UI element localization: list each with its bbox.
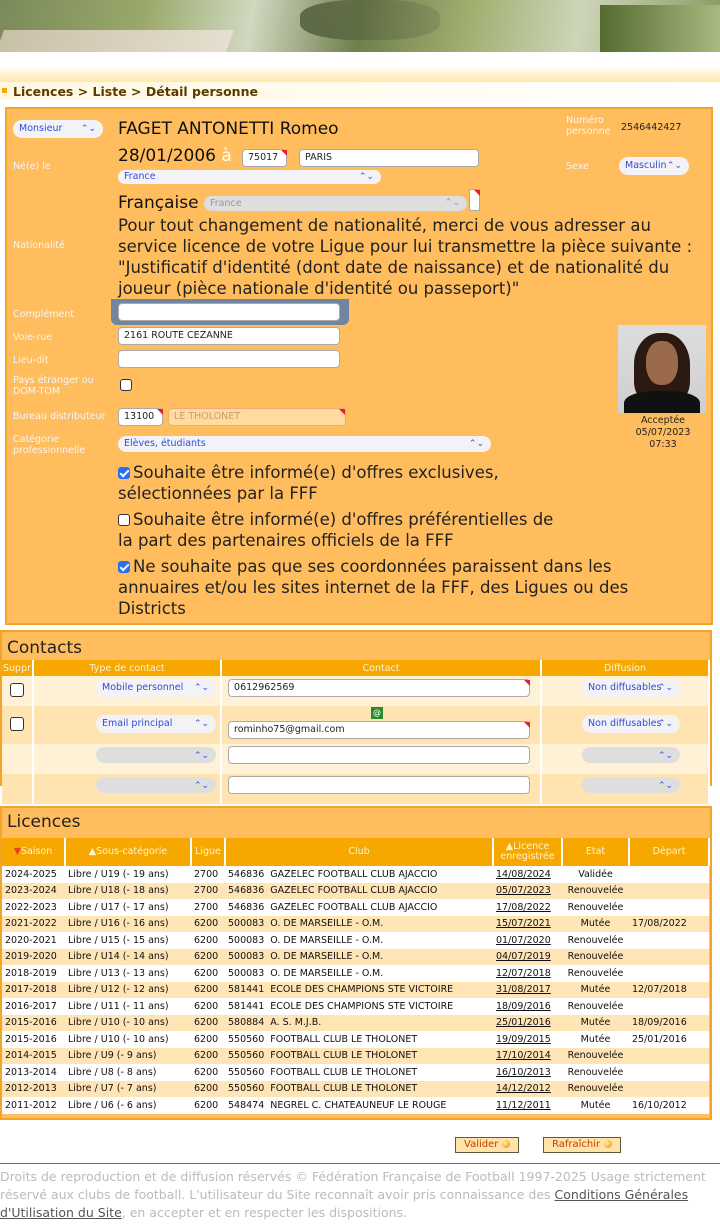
required-marker — [474, 190, 480, 196]
person-panel — [5, 107, 713, 625]
col-etat[interactable]: Etat — [562, 838, 629, 866]
chevron-updown-icon: ⌃⌄ — [657, 683, 674, 693]
club-cell: 550560 FOOTBALL CLUB LE THOLONET — [225, 1031, 493, 1048]
orange-dot-icon — [604, 1140, 612, 1148]
ligue-cell: 6200 — [191, 1048, 225, 1065]
etat-cell: Renouvelée — [562, 883, 629, 900]
nationality-label: Nationalité — [13, 240, 65, 251]
licence-row — [2, 1097, 709, 1114]
contact-type-select[interactable]: Email principal ⌃⌄ — [96, 715, 216, 733]
sous-categorie-cell: Libre / U19 (- 19 ans) — [65, 866, 191, 883]
birth-postcode-input[interactable]: 75017 — [242, 149, 287, 167]
ligue-cell: 6200 — [191, 916, 225, 933]
contact-value-input[interactable]: 0612962569 — [228, 679, 530, 697]
saison-cell: 2012-2013 — [2, 1081, 65, 1098]
ligue-cell: 6200 — [191, 1064, 225, 1081]
depart-cell — [629, 1064, 709, 1081]
etat-cell: Renouvelée — [562, 949, 629, 966]
lieudit-label: Lieu-dit — [13, 355, 49, 366]
col-diffusion: Diffusion — [541, 660, 709, 676]
licences-title: Licences — [7, 812, 81, 832]
option-exclusive: Souhaite être informé(e) d'offres exclusives, sélectionnées par la FFF — [118, 463, 499, 503]
ligue-cell: 6200 — [191, 1097, 225, 1114]
suppr-checkbox[interactable] — [10, 683, 24, 697]
etat-cell: Renouvelée — [562, 1081, 629, 1098]
saison-cell: 2021-2022 — [2, 916, 65, 933]
licence-row — [2, 1064, 709, 1081]
depart-cell — [629, 949, 709, 966]
col-club[interactable]: Club — [225, 838, 493, 866]
bureau-city-input[interactable]: LE THOLONET — [168, 408, 346, 426]
col-licence[interactable]: ▲Licence enregistrée — [493, 838, 562, 866]
etat-cell: Renouvelée — [562, 1048, 629, 1065]
breadcrumb — [0, 82, 720, 100]
sous-categorie-cell: Libre / U6 (- 6 ans) — [65, 1097, 191, 1114]
contacts-panel — [0, 630, 712, 791]
contact-row-empty — [2, 774, 709, 804]
contact-type-select[interactable] — [96, 747, 216, 763]
required-marker — [524, 680, 530, 686]
club-cell: 500083 O. DE MARSEILLE - O.M. — [225, 916, 493, 933]
lieudit-input[interactable] — [118, 350, 340, 368]
club-cell: 581441 ECOLE DES CHAMPIONS STE VICTOIRE — [225, 998, 493, 1015]
complement-label: Complément — [13, 309, 75, 320]
licence-row — [2, 965, 709, 982]
nationality-note: Pour tout changement de nationalité, merci de vous adresser au service licence de votre Ligue pour lui transmettre la pièce suivante : "Justificatif d'identité (dont date de naissance) et de nationalité du joueur (pièce nationale d'identité ou passeport)" — [118, 216, 693, 298]
saison-cell: 2011-2012 — [2, 1097, 65, 1114]
depart-cell: 18/09/2016 — [629, 1015, 709, 1032]
licence-row — [2, 998, 709, 1015]
ligue-cell: 6200 — [191, 1031, 225, 1048]
licence-date-link[interactable]: 05/07/2023 — [493, 883, 562, 900]
col-contact: Contact — [221, 660, 541, 676]
birth-country-select[interactable]: France ⌃⌄ — [118, 170, 381, 184]
chevron-updown-icon: ⌃⌄ — [657, 719, 674, 729]
licence-date-link[interactable]: 25/01/2016 — [493, 1015, 562, 1032]
bureau-label: Bureau distributeur — [13, 411, 106, 422]
required-marker — [524, 722, 530, 728]
chevron-updown-icon: ⌃⌄ — [193, 751, 210, 761]
licence-date-link[interactable]: 12/07/2018 — [493, 965, 562, 982]
saison-cell: 2015-2016 — [2, 1015, 65, 1032]
sous-categorie-cell: Libre / U12 (- 12 ans) — [65, 982, 191, 999]
col-depart[interactable]: Départ — [629, 838, 709, 866]
depart-cell: 12/07/2018 — [629, 982, 709, 999]
licence-date-link[interactable]: 18/09/2016 — [493, 998, 562, 1015]
club-cell: 548474 NEGREL C. CHATEAUNEUF LE ROUGE — [225, 1097, 493, 1114]
etat-cell: Mutée — [562, 1015, 629, 1032]
etat-cell: Renouvelée — [562, 932, 629, 949]
licence-row — [2, 866, 709, 883]
pays-checkbox[interactable] — [120, 379, 132, 391]
chevron-updown-icon: ⌃⌄ — [666, 161, 682, 171]
etat-cell: Mutée — [562, 1097, 629, 1114]
licence-date-link[interactable]: 17/10/2014 — [493, 1048, 562, 1065]
depart-cell — [629, 965, 709, 982]
licence-date-link[interactable]: 11/12/2011 — [493, 1097, 562, 1114]
club-cell: 581441 ECOLE DES CHAMPIONS STE VICTOIRE — [225, 982, 493, 999]
col-saison[interactable]: ▼Saison — [2, 838, 65, 866]
option-annuaire: Ne souhaite pas que ses coordonnées paraissent dans les annuaires et/ou les sites internet de la FFF, des Ligues ou des Districts — [118, 557, 629, 618]
required-marker — [339, 409, 345, 415]
cgu-link[interactable]: Conditions Générales d'Utilisation du Site — [0, 1187, 689, 1220]
depart-cell: 17/08/2022 — [629, 916, 709, 933]
licence-date-link[interactable]: 14/12/2012 — [493, 1081, 562, 1098]
breadcrumb-text[interactable]: Licences > Liste > Détail personne — [13, 84, 258, 99]
saison-cell: 2020-2021 — [2, 932, 65, 949]
depart-cell: 16/10/2012 — [629, 1097, 709, 1114]
photo-status: Acceptée 05/07/2023 07:33 — [635, 415, 691, 450]
ligue-cell: 6200 — [191, 932, 225, 949]
sexe-select[interactable]: Masculin ⌃⌄ — [619, 157, 689, 175]
depart-cell — [629, 1081, 709, 1098]
club-cell: 546836 GAZELEC FOOTBALL CLUB AJACCIO — [225, 883, 493, 900]
ligue-cell: 2700 — [191, 883, 225, 900]
contact-value-input[interactable] — [228, 746, 530, 764]
contact-value-input[interactable]: rominho75@gmail.com — [228, 721, 530, 739]
sous-categorie-cell: Libre / U15 (- 15 ans) — [65, 932, 191, 949]
bullet-icon — [2, 88, 7, 93]
contact-value-input[interactable] — [228, 776, 530, 794]
etat-cell: Mutée — [562, 982, 629, 999]
depart-cell — [629, 899, 709, 916]
ligue-cell: 6200 — [191, 998, 225, 1015]
ligue-cell: 6200 — [191, 1081, 225, 1098]
depart-cell — [629, 1048, 709, 1065]
email-badge-icon: @ — [373, 708, 382, 717]
licence-date-link[interactable]: 17/08/2022 — [493, 899, 562, 916]
licence-date-link[interactable]: 01/07/2020 — [493, 932, 562, 949]
licence-row — [2, 982, 709, 999]
depart-cell — [629, 866, 709, 883]
club-cell: 550560 FOOTBALL CLUB LE THOLONET — [225, 1081, 493, 1098]
voie-label: Voie-rue — [13, 332, 53, 343]
footer: Droits de reproduction et de diffusion réservés © Fédération Française de Football 1997-2025 Usage strictement réservé aux clubs de football. L'utilisateur du Site reconnaît avoir pris connaissance des Conditions Générales d'Utilisation du Site, en accepter et en respecter les dispositions. — [0, 1169, 706, 1220]
ligue-cell: 2700 — [191, 866, 225, 883]
chevron-updown-icon: ⌃⌄ — [358, 172, 374, 182]
bureau-postcode-input[interactable]: 13100 — [118, 408, 163, 426]
licence-row — [2, 916, 709, 933]
col-sous-categorie[interactable]: ▲Sous-catégorie — [65, 838, 191, 866]
contact-row — [2, 676, 709, 706]
etat-cell: Renouvelée — [562, 899, 629, 916]
suppr-checkbox[interactable] — [10, 717, 24, 731]
chevron-updown-icon: ⌃⌄ — [468, 439, 484, 449]
licence-row — [2, 1081, 709, 1098]
club-cell: 546836 GAZELEC FOOTBALL CLUB AJACCIO — [225, 899, 493, 916]
chevron-updown-icon: ⌃⌄ — [80, 124, 96, 134]
licence-row — [2, 1031, 709, 1048]
option-partenaires: Souhaite être informé(e) d'offres préférentielles de la part des partenaires officiels de la FFF — [118, 510, 554, 550]
licence-date-link[interactable]: 31/08/2017 — [493, 982, 562, 999]
valider-button[interactable]: Valider — [455, 1137, 519, 1153]
licence-row — [2, 883, 709, 900]
sexe-label: Sexe — [566, 161, 589, 172]
licence-row — [2, 949, 709, 966]
saison-cell: 2018-2019 — [2, 965, 65, 982]
club-cell: 500083 O. DE MARSEILLE - O.M. — [225, 949, 493, 966]
saison-cell: 2023-2024 — [2, 883, 65, 900]
col-type: Type de contact — [33, 660, 221, 676]
licence-date-link[interactable]: 19/09/2015 — [493, 1031, 562, 1048]
pays-label: Pays étranger ou DOM-TOM — [13, 375, 94, 397]
diffusion-select[interactable]: Non diffusables ⌃⌄ — [582, 679, 680, 697]
licence-date-link[interactable]: 14/08/2024 — [493, 866, 562, 883]
contact-type-select[interactable]: Mobile personnel ⌃⌄ — [96, 679, 216, 697]
sous-categorie-cell: Libre / U14 (- 14 ans) — [65, 949, 191, 966]
chevron-updown-icon: ⌃⌄ — [657, 751, 674, 761]
saison-cell: 2022-2023 — [2, 899, 65, 916]
saison-cell: 2019-2020 — [2, 949, 65, 966]
sous-categorie-cell: Libre / U16 (- 16 ans) — [65, 916, 191, 933]
etat-cell: Renouvelée — [562, 965, 629, 982]
contact-row-empty — [2, 744, 709, 774]
contacts-table — [2, 660, 710, 804]
sous-categorie-cell: Libre / U18 (- 18 ans) — [65, 883, 191, 900]
club-cell: 550560 FOOTBALL CLUB LE THOLONET — [225, 1064, 493, 1081]
club-cell: 500083 O. DE MARSEILLE - O.M. — [225, 932, 493, 949]
numero-value: 2546442427 — [621, 122, 682, 133]
saison-cell: 2016-2017 — [2, 998, 65, 1015]
orange-dot-icon — [502, 1140, 510, 1148]
licence-row — [2, 1048, 709, 1065]
depart-cell — [629, 883, 709, 900]
licence-row — [2, 1015, 709, 1032]
diffusion-select[interactable] — [582, 747, 680, 763]
depart-cell — [629, 998, 709, 1015]
saison-cell: 2017-2018 — [2, 982, 65, 999]
sous-categorie-cell: Libre / U10 (- 10 ans) — [65, 1031, 191, 1048]
ligue-cell: 2700 — [191, 899, 225, 916]
licences-table — [2, 838, 710, 1114]
club-cell: 500083 O. DE MARSEILLE - O.M. — [225, 965, 493, 982]
header-banner — [0, 0, 720, 52]
col-suppr: Suppr — [2, 660, 33, 676]
banner-fade — [0, 52, 720, 82]
sous-categorie-cell: Libre / U9 (- 9 ans) — [65, 1048, 191, 1065]
saison-cell: 2014-2015 — [2, 1048, 65, 1065]
born-label: Né(e) le — [13, 161, 51, 172]
chevron-updown-icon: ⌃⌄ — [193, 719, 210, 729]
licence-row — [2, 899, 709, 916]
nationality-value: Française — [118, 193, 199, 213]
licences-panel — [0, 806, 712, 1120]
nationality-select[interactable]: France ⌃⌄ — [204, 196, 467, 211]
saison-cell: 2015-2016 — [2, 1031, 65, 1048]
etat-cell: Mutée — [562, 916, 629, 933]
numero-label: Numéro personne — [566, 115, 611, 137]
opt-annuaire-checkbox[interactable] — [118, 561, 130, 573]
saison-cell: 2024-2025 — [2, 866, 65, 883]
etat-cell: Renouvelée — [562, 998, 629, 1015]
diffusion-select[interactable]: Non diffusables ⌃⌄ — [582, 715, 680, 733]
contact-type-select[interactable] — [96, 777, 216, 793]
ligue-cell: 6200 — [191, 1015, 225, 1032]
voie-input[interactable]: 2161 ROUTE CEZANNE — [118, 327, 340, 345]
etat-cell: Renouvelée — [562, 1064, 629, 1081]
licence-date-link[interactable]: 16/10/2013 — [493, 1064, 562, 1081]
sous-categorie-cell: Libre / U8 (- 8 ans) — [65, 1064, 191, 1081]
sous-categorie-cell: Libre / U11 (- 11 ans) — [65, 998, 191, 1015]
sous-categorie-cell: Libre / U13 (- 13 ans) — [65, 965, 191, 982]
rafraichir-button[interactable]: Rafraîchir — [543, 1137, 621, 1153]
opt-exclusive-checkbox[interactable] — [118, 467, 130, 479]
chevron-updown-icon: ⌃⌄ — [193, 683, 210, 693]
sous-categorie-cell: Libre / U7 (- 7 ans) — [65, 1081, 191, 1098]
sous-categorie-cell: Libre / U10 (- 10 ans) — [65, 1015, 191, 1032]
sous-categorie-cell: Libre / U17 (- 17 ans) — [65, 899, 191, 916]
depart-cell: 25/01/2016 — [629, 1031, 709, 1048]
complement-input[interactable] — [118, 303, 340, 321]
depart-cell — [629, 932, 709, 949]
licence-date-link[interactable]: 15/07/2021 — [493, 916, 562, 933]
required-marker — [281, 150, 287, 156]
person-photo — [618, 325, 706, 413]
saison-cell: 2013-2014 — [2, 1064, 65, 1081]
required-marker — [157, 409, 163, 415]
club-cell: 550560 FOOTBALL CLUB LE THOLONET — [225, 1048, 493, 1065]
ligue-cell: 6200 — [191, 965, 225, 982]
contact-row — [2, 706, 709, 744]
club-cell: 580884 A. S. M.J.B. — [225, 1015, 493, 1032]
chevron-updown-icon: ⌃⌄ — [444, 198, 460, 208]
opt-partenaires-checkbox[interactable] — [118, 514, 130, 526]
licence-date-link[interactable]: 04/07/2019 — [493, 949, 562, 966]
contacts-title: Contacts — [7, 638, 82, 658]
birth-date: 28/01/2006 à — [118, 146, 232, 166]
diffusion-select[interactable] — [582, 777, 680, 793]
ligue-cell: 6200 — [191, 982, 225, 999]
person-name: FAGET ANTONETTI Romeo — [118, 119, 339, 139]
etat-cell: Mutée — [562, 1031, 629, 1048]
footer-divider — [0, 1163, 720, 1164]
etat-cell: Validée — [562, 866, 629, 883]
ligue-cell: 6200 — [191, 949, 225, 966]
chevron-updown-icon: ⌃⌄ — [193, 781, 210, 791]
club-cell: 546836 GAZELEC FOOTBALL CLUB AJACCIO — [225, 866, 493, 883]
chevron-updown-icon: ⌃⌄ — [657, 781, 674, 791]
licence-row — [2, 932, 709, 949]
civility-select[interactable]: Monsieur ⌃⌄ — [13, 120, 103, 138]
birth-city-input[interactable]: PARIS — [299, 149, 479, 167]
categorie-select[interactable]: Elèves, étudiants ⌃⌄ — [118, 436, 491, 452]
col-ligue[interactable]: Ligue — [191, 838, 225, 866]
categorie-label: Catégorie professionnelle — [13, 434, 86, 456]
